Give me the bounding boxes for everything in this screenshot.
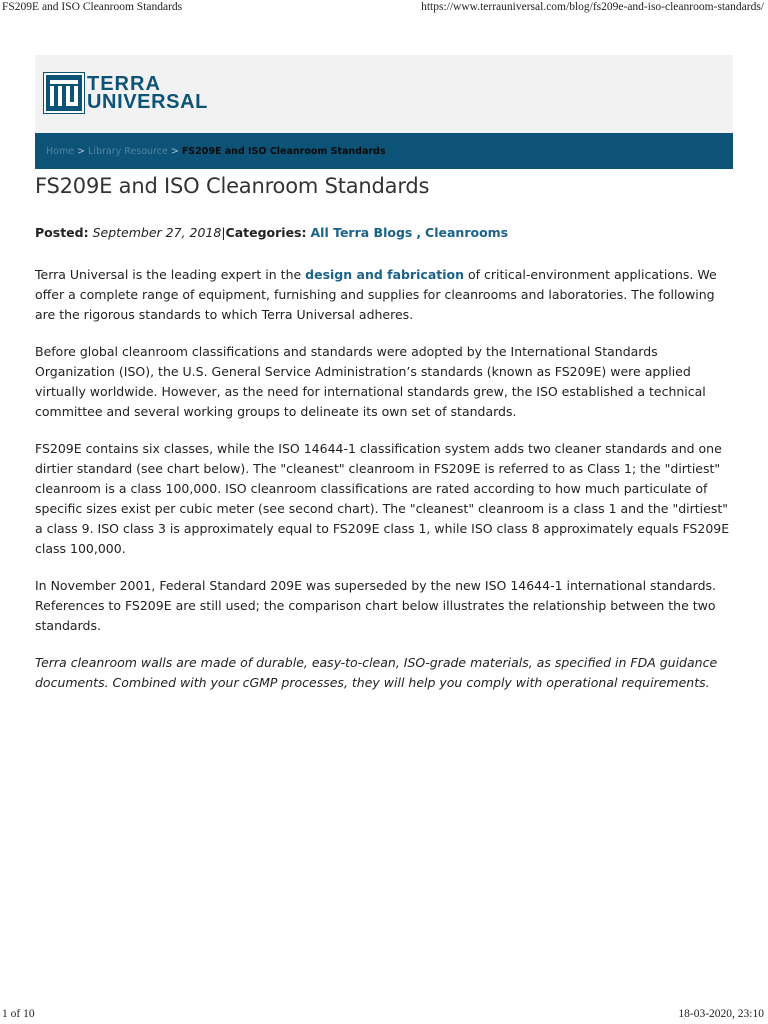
category-separator: , [416,225,422,240]
paragraph-history: Before global cleanroom classifications and standards were adopted by the International Standards Organization (ISO), the U.S. General Service Administration’s standards (known as FS209E) were applied virtually worldwide. However, as the need for international standards grew, the ISO established a technical committee and several working groups to delineate its own set of standards. [35,344,706,419]
breadcrumb-home[interactable]: Home [46,145,75,157]
tu-logo-mark-icon [44,73,84,113]
print-header [0,0,768,18]
print-url: https://www.terrauniversal.com/blog/fs209e-and-iso-cleanroom-standards/ [421,1,764,13]
breadcrumb-library-resource[interactable]: Library Resource [88,145,168,157]
print-doc-title: FS209E and ISO Cleanroom Standards [2,1,183,13]
posted-date: September 27, 2018 [92,225,222,240]
breadcrumb-current: FS209E and ISO Cleanroom Standards [181,145,386,157]
breadcrumb [35,133,733,169]
categories-label: Categories: [225,225,307,240]
breadcrumb-chevron-icon: > [170,145,179,157]
category-link-all-terra-blogs[interactable]: All Terra Blogs [310,225,413,240]
print-footer [0,1008,768,1024]
paragraph-supersede: In November 2001, Federal Standard 209E was superseded by the new ISO 14644-1 international standards. References to FS209E are still used; the comparison chart below illustrates the relationship between the two standards. [35,578,716,633]
article-body [35,265,735,710]
intro-text: Terra Universal is the leading expert in the [35,267,306,282]
intro-text-rest: of critical-environment applications. We offer a complete range of equipment, furnishing and supplies for cleanrooms and laboratories. The following are the rigorous standards to which Terra Universal adheres. [35,267,717,322]
tu-monogram-icon [47,76,81,110]
post-meta [35,225,508,240]
paragraph-intro [35,265,735,325]
print-timestamp: 18-03-2020, 23:10 [678,1008,764,1020]
category-link-cleanrooms[interactable]: Cleanrooms [425,225,509,240]
meta-divider: | [221,225,226,240]
logo-line-universal: UNIVERSAL [87,91,208,113]
posted-label: Posted: [35,225,89,240]
terra-universal-logo[interactable] [44,73,208,113]
breadcrumb-chevron-icon: > [77,145,86,157]
page-title: FS209E and ISO Cleanroom Standards [35,174,430,198]
logo-line-terra: TERRA [87,73,161,95]
paragraph-walls-note: Terra cleanroom walls are made of durable, easy-to-clean, ISO-grade materials, as specified in FDA guidance documents. Combined with your cGMP processes, they will help you comply with operational requirements. [35,655,718,690]
paragraph-classes: FS209E contains six classes, while the ISO 14644-1 classification system adds two cleaner standards and one dirtier standard (see chart below). The "cleanest" cleanroom in FS209E is referred to as Class 1; the "dirtiest" cleanroom is a class 100,000. ISO cleanroom classifications are rated according to how much particulate of specific sizes exist per cubic meter (see second chart). The "cleanest" cleanroom is a class 1 and the "dirtiest" a class 9. ISO class 3 is approximately equal to FS209E class 1, while ISO class 8 approximately equals FS209E class 100,000. [35,441,730,556]
site-header [35,55,733,133]
page-number: 1 of 10 [2,1008,35,1020]
logo-wordmark [87,75,208,111]
design-and-fabrication-link[interactable]: design and fabrication [305,267,465,282]
